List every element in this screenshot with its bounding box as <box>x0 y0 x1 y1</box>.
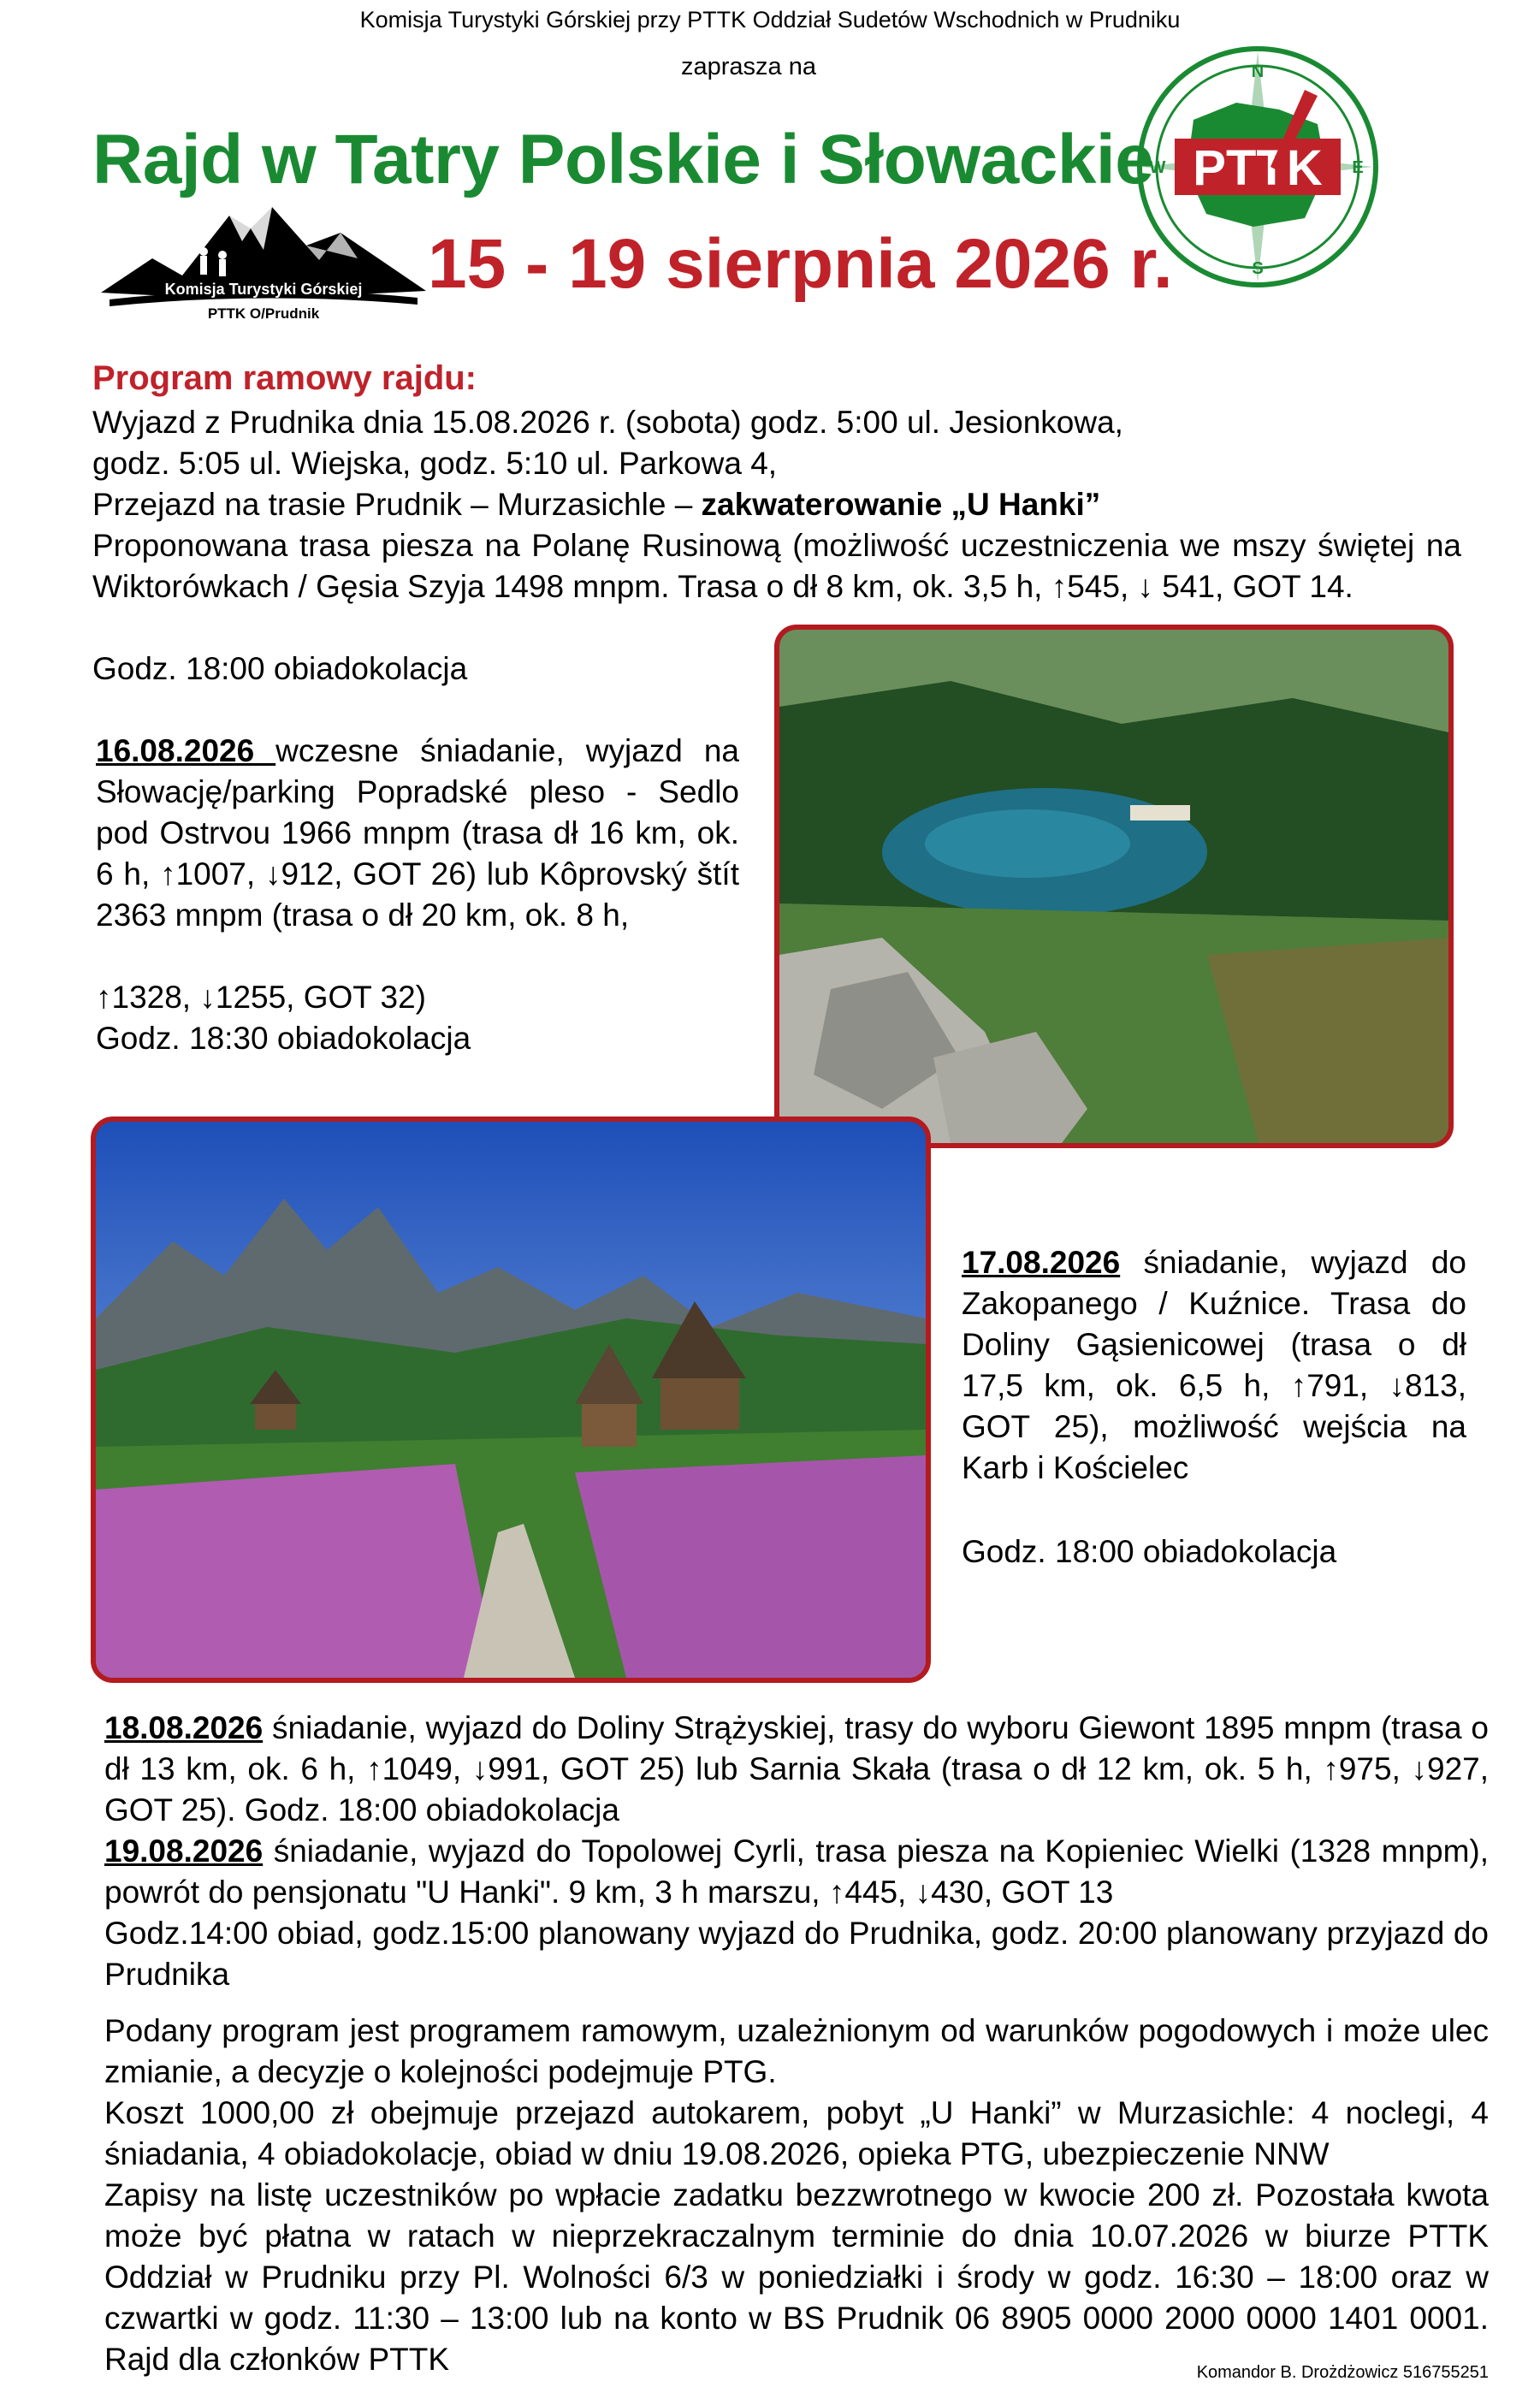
day5-return: Godz.14:00 obiad, godz.15:00 planowany wyjazd do Prudnika, godz. 20:00 planowany przyjazd do Prudnika <box>104 1916 1489 1992</box>
day5-text: śniadanie, wyjazd do Topolowej Cyrli, trasa piesza na Kopieniec Wielki (1328 mnpm), powrót do pensjonatu "U Hanki". 9 km, 3 h marszu, ↑445, ↓430, GOT 13 <box>104 1833 1489 1910</box>
day2-line-last: ↑1328, ↓1255, GOT 32) <box>96 980 426 1015</box>
ktg-mountain-logo <box>101 198 426 325</box>
ktg-logo-line2: PTTK O/Prudnik <box>207 305 320 322</box>
day4-date: 18.08.2026 <box>104 1710 264 1745</box>
photo-popradske-pleso <box>774 625 1454 1148</box>
day1-line2: godz. 5:05 ul. Wiejska, godz. 5:10 ul. Parkowa 4, <box>92 446 778 481</box>
event-title: Rajd w Tatry Polskie i Słowackie <box>92 121 1154 198</box>
day1-dinner: Godz. 18:00 obiadokolacja <box>92 651 468 686</box>
day1-accommodation: zakwaterowanie „U Hanki” <box>701 487 1101 522</box>
ktg-logo-line1: Komisja Turystyki Górskiej <box>164 281 363 298</box>
day1-line1: Wyjazd z Prudnika dnia 15.08.2026 r. (sobota) godz. 5:00 ul. Jesionkowa, <box>92 405 1123 440</box>
day4-block <box>104 1708 1489 1831</box>
day2-block <box>96 731 739 936</box>
day4-text: śniadanie, wyjazd do Doliny Strążyskiej, trasy do wyboru Giewont 1895 mnpm (trasa o dł 13 km, ok. 6 h, ↑1049, ↓991, GOT 25) lub Sarnia Skała (trasa o dł 12 km, ok. 5 h, ↑975, ↓927, GOT 25). Godz. 18:00 obiadokolacja <box>104 1710 1489 1827</box>
day1-route: Proponowana trasa piesza na Polanę Rusinową (możliwość uczestniczenia we mszy świętej na Wiktorówkach / Gęsia Szyja 1498 mnpm. Trasa o dł 8 km, ok. 3,5 h, ↑545, ↓ 541, GOT 14. <box>92 528 1461 604</box>
day3-text: śniadanie, wyjazd do Zakopanego / Kuźnice. Trasa do Doliny Gąsienicowej (trasa o dł 17,5 km, ok. 6,5 h, ↑791, ↓813, GOT 25), możliwość wejścia na Karb i Kościelec <box>962 1245 1466 1485</box>
day2-dinner: Godz. 18:30 obiadokolacja <box>96 1021 471 1056</box>
day1-line3-route: Przejazd na trasie Prudnik – Murzasichle – <box>92 487 702 522</box>
meadow-landscape-image <box>96 1122 926 1678</box>
day2-text: wczesne śniadanie, wyjazd na Słowację/parking Popradské pleso - Sedlo pod Ostrvou 1966 mnpm (trasa dł 16 km, ok. 6 h, ↑1007, ↓912, GOT 26) lub Kôprovský štít 2363 mnpm (trasa o dł 20 km, ok. 8 h, <box>96 733 739 933</box>
compass-s: S <box>1252 259 1264 278</box>
compass-n: N <box>1251 62 1265 81</box>
photo-dolina-gasienicowa <box>91 1117 931 1683</box>
commander-signature: Komandor B. Drożdżowicz 516755251 <box>1196 2363 1489 2382</box>
compass-e: E <box>1352 158 1364 177</box>
day2-date: 16.08.2026 <box>96 733 276 768</box>
pttk-compass-logo <box>1134 43 1382 291</box>
info-weather-note: Podany program jest programem ramowym, uzależnionym od warunków pogodowych i może ulec zmianie, a decyzje o kolejności podejmuje PTG. <box>104 2013 1489 2089</box>
day1-line3 <box>92 484 1461 525</box>
pttk-logo-text: PTTK <box>1193 140 1323 196</box>
day5-block <box>104 1831 1489 1913</box>
program-heading: Program ramowy rajdu: <box>92 359 477 397</box>
info-registration: Zapisy na listę uczestników po wpłacie zadatku bezzwrotnego w kwocie 200 zł. Pozostała kwota może być płatna w ratach w nieprzekraczalnym terminie do dnia 10.07.2026 w biurze PTTK Oddział w Prudniku przy Pl. Wolności 6/3 w poniedziałki i środy w godz. 16:30 – 18:00 oraz w czwartki w godz. 11:30 – 13:00 lub na konto w BS Prudnik 06 8905 0000 2000 0000 1401 0001. Rajd dla członków PTTK <box>104 2177 1489 2377</box>
day5-date: 19.08.2026 <box>104 1833 264 1869</box>
day1-departure <box>92 402 1461 525</box>
day3-dinner: Godz. 18:00 obiadokolacja <box>962 1534 1337 1569</box>
event-dates: 15 - 19 sierpnia 2026 r. <box>428 225 1173 303</box>
info-cost: Koszt 1000,00 zł obejmuje przejazd autokarem, pobyt „U Hanki” w Murzasichle: 4 noclegi, 4 śniadania, 4 obiadokolacje, obiad w dniu 19.08.2026, opieka PTG, ubezpieczenie NNW <box>104 2095 1489 2171</box>
day3-date: 17.08.2026 <box>962 1245 1121 1280</box>
compass-w: W <box>1149 158 1166 177</box>
organizer-line: Komisja Turystyki Górskiej przy PTTK Oddział Sudetów Wschodnich w Prudniku <box>359 7 1181 33</box>
day3-block <box>962 1242 1466 1489</box>
lake-landscape-image <box>779 630 1448 1143</box>
invite-line: zaprasza na <box>681 53 816 80</box>
